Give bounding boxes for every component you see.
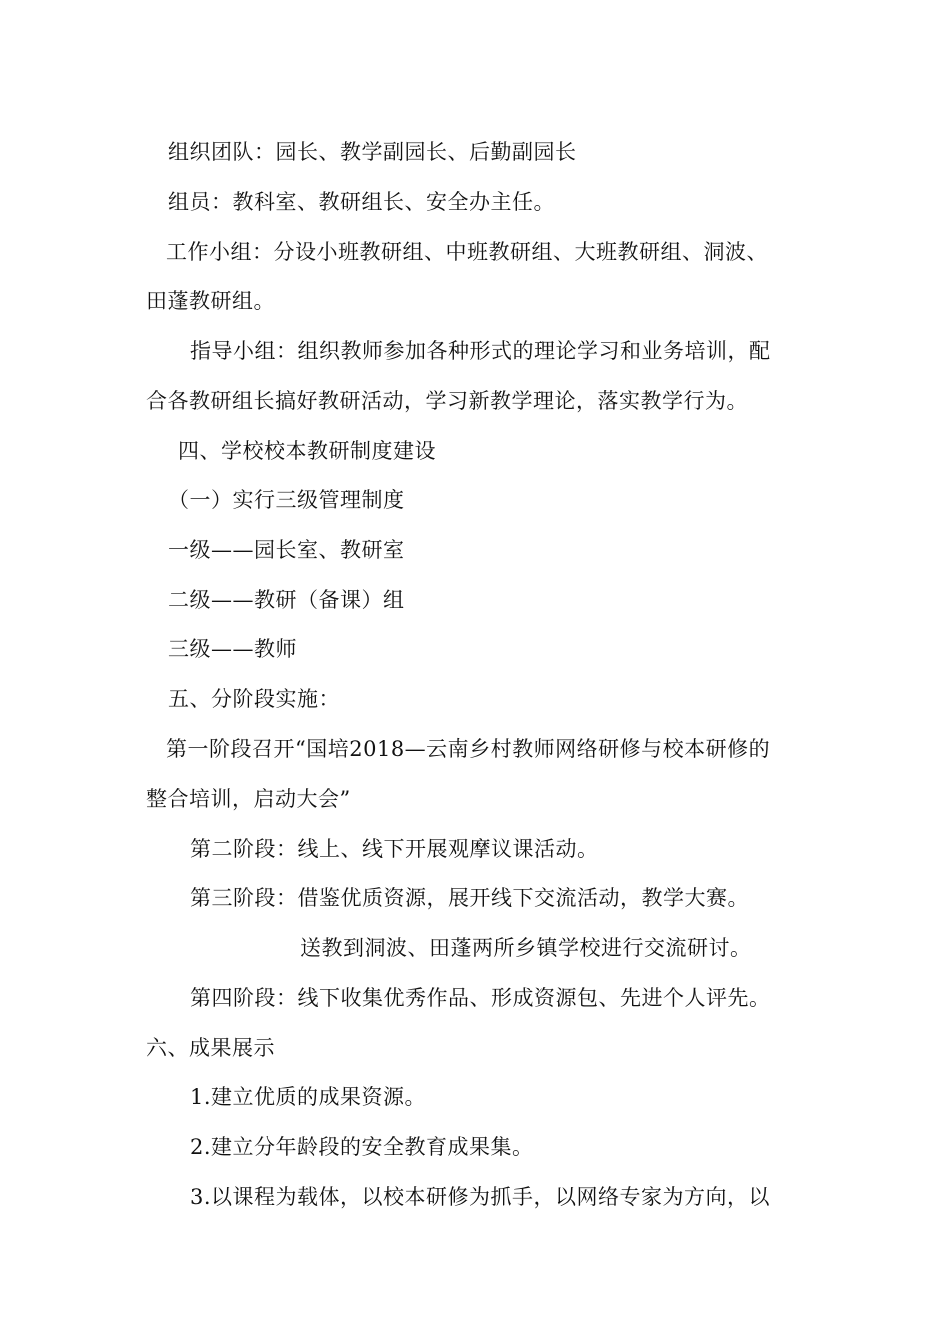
text-line-members: 组员：教科室、教研组长、安全办主任。 [168,190,555,214]
section-heading-six: 六、成果展示 [146,1036,275,1060]
text-line-work-group: 工作小组：分设小班教研组、中班教研组、大班教研组、洞波、 [166,240,768,264]
subsection-heading-one: （一）实行三级管理制度 [168,488,405,512]
list-item-2: 2.建立分年龄段的安全教育成果集。 [190,1135,534,1159]
list-item-3: 3.以课程为载体，以校本研修为抓手，以网络专家为方向，以 [190,1185,771,1209]
text-line-stage-one: 第一阶段召开“国培2018—云南乡村教师网络研修与校本研修的 [166,737,771,761]
text-line-level-three: 三级——教师 [168,637,297,661]
text-line-stage-one-cont: 整合培训，启动大会” [146,787,351,811]
text-line-level-one: 一级——园长室、教研室 [168,538,405,562]
text-line-stage-two: 第二阶段：线上、线下开展观摩议课活动。 [190,837,599,861]
text-line-stage-four: 第四阶段：线下收集优秀作品、形成资源包、先进个人评先。 [190,986,771,1010]
text-line-guidance-group: 指导小组：组织教师参加各种形式的理论学习和业务培训，配 [190,339,771,363]
text-line-stage-three-cont: 送教到洞波、田蓬两所乡镇学校进行交流研讨。 [300,936,752,960]
text-line-work-group-cont: 田蓬教研组。 [146,289,275,313]
section-heading-five: 五、分阶段实施： [168,687,340,711]
text-line-stage-three: 第三阶段：借鉴优质资源，展开线下交流活动，教学大赛。 [190,886,749,910]
text-line-level-two: 二级——教研（备课）组 [168,588,405,612]
text-line-organization-team: 组织团队：园长、教学副园长、后勤副园长 [168,140,577,164]
section-heading-four: 四、学校校本教研制度建设 [178,439,436,463]
text-line-guidance-group-cont: 合各教研组长搞好教研活动，学习新教学理论，落实教学行为。 [146,389,748,413]
list-item-1: 1.建立优质的成果资源。 [190,1085,427,1109]
